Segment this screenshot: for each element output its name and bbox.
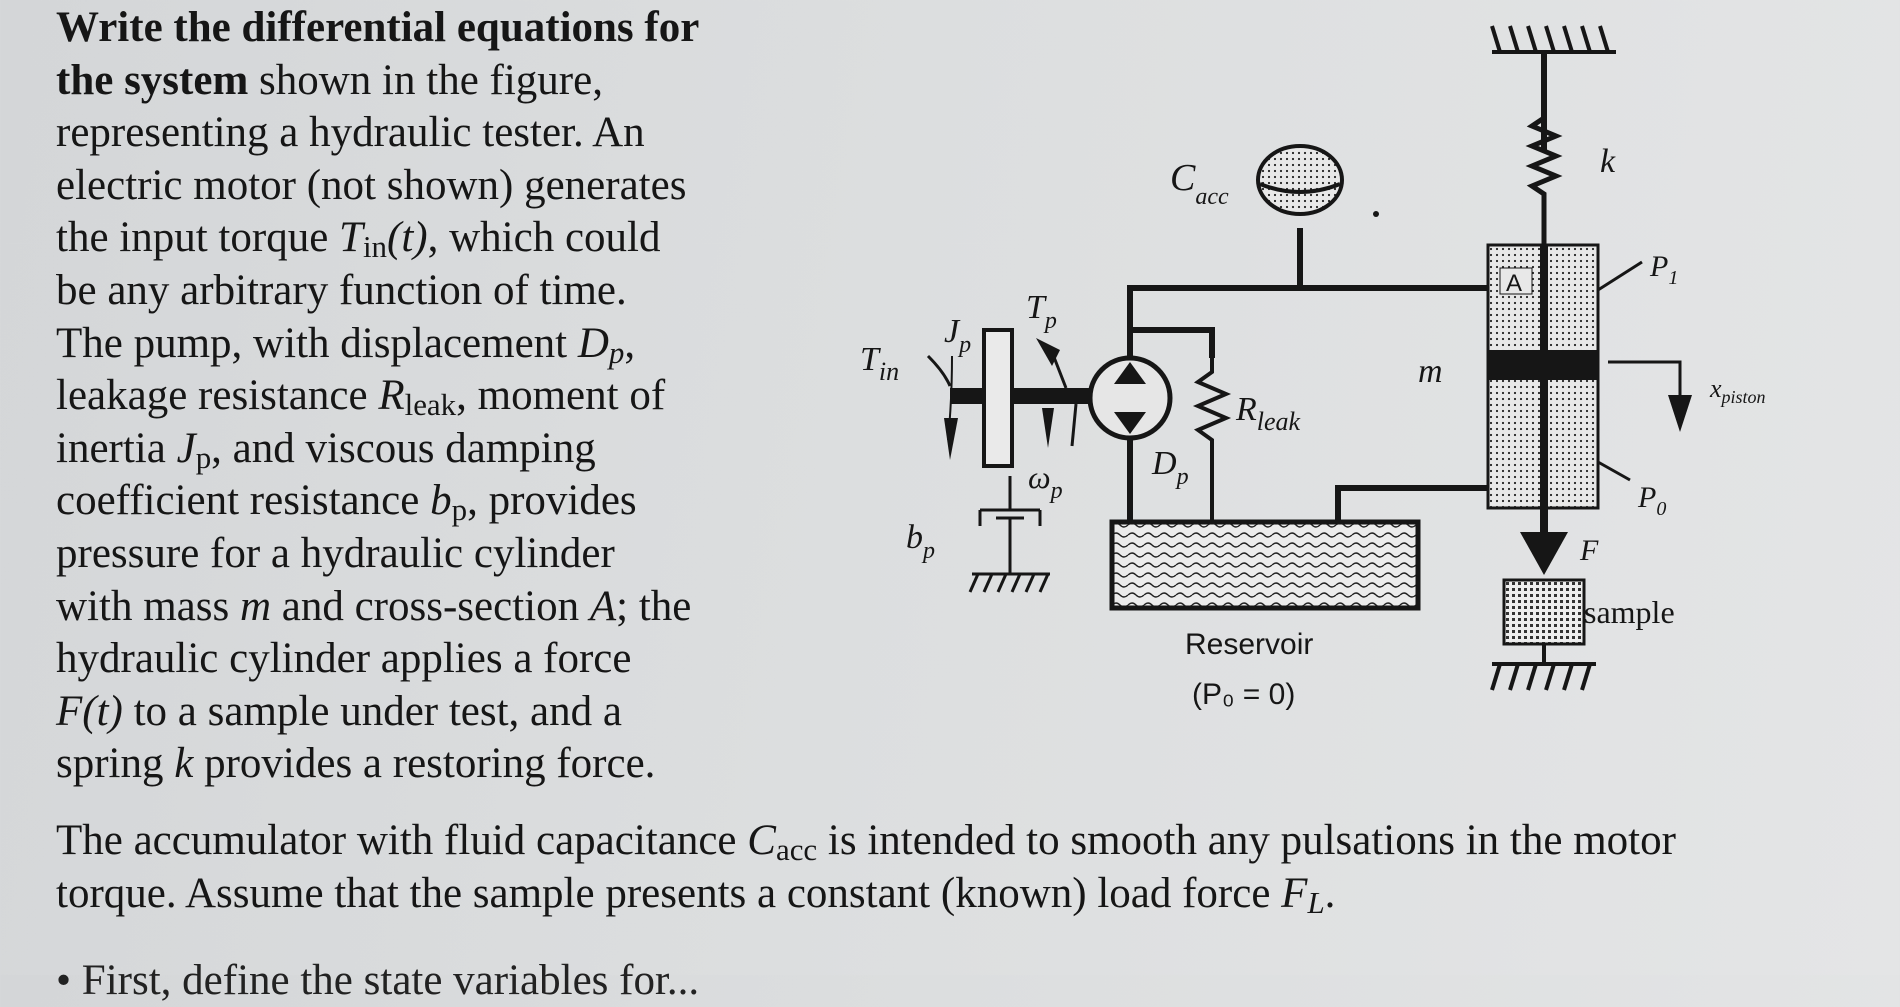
label-R-leak: $R_{leak}$ <box>1236 391 1301 436</box>
var-D: D <box>577 319 609 367</box>
sub-p: p <box>451 492 468 528</box>
sub-p: p <box>608 334 625 370</box>
leakage-resistor-icon <box>1198 358 1226 525</box>
label-C-acc: $C_{acc}$ <box>1170 157 1229 210</box>
line-8 <box>56 370 816 423</box>
bold-heading: Write the differential equations for <box>56 4 700 51</box>
hydraulic-cylinder <box>1488 245 1598 540</box>
text: spring <box>56 740 175 788</box>
line-10 <box>56 475 816 528</box>
line-12 <box>56 581 816 634</box>
x-piston-arrow-icon <box>1608 362 1692 432</box>
line-6: be any arbitrary function of time. <box>56 266 627 314</box>
text: the input torque <box>56 214 340 262</box>
var-A: A <box>589 582 617 630</box>
text: torque. Assume that the sample presents a constant (known) load force <box>56 869 1282 917</box>
line-1 <box>56 2 816 55</box>
var-Ft: F(t) <box>56 687 123 735</box>
sample-block <box>1504 580 1584 644</box>
var-R: R <box>378 372 405 420</box>
label-k: k <box>1600 143 1616 180</box>
label-omega-p: $\omega_p$ <box>1028 459 1063 504</box>
text: shown in the figure, <box>248 56 603 104</box>
line-11: pressure for a hydraulic cylinder <box>56 529 615 577</box>
force-arrow-icon <box>1520 532 1568 575</box>
text: inertia <box>56 424 177 472</box>
t-in-arrow-icon <box>944 418 958 460</box>
text: The pump, with displacement <box>56 319 578 367</box>
sub-acc: acc <box>775 832 818 868</box>
label-J-p: $J_p$ <box>944 313 972 358</box>
label-A: A <box>1506 270 1523 297</box>
sub-in: in <box>362 229 388 265</box>
var-k: k <box>174 740 194 788</box>
line-3: representing a hydraulic tester. An <box>56 109 645 157</box>
line-13: hydraulic cylinder applies a force <box>56 635 632 683</box>
sub-L: L <box>1307 884 1325 920</box>
var-C: C <box>747 817 776 864</box>
label-P0: $P_0$ <box>1638 481 1667 520</box>
label-F: F <box>1580 534 1599 567</box>
text: , which could <box>427 214 661 262</box>
line-9 <box>56 423 816 476</box>
cut-off-bullet-line: • First, define the state variables for... <box>56 957 700 1004</box>
accumulator-icon <box>1258 146 1342 214</box>
label-x-piston: $x_{piston}$ <box>1710 374 1766 407</box>
text: The accumulator with fluid capacitance <box>56 817 748 864</box>
line-16 <box>56 815 1886 868</box>
text: coefficient resistance <box>56 477 431 525</box>
spring-k-icon <box>1532 112 1556 245</box>
label-D-p: $D_p$ <box>1152 445 1189 490</box>
bold-phrase: the system <box>56 56 249 104</box>
text: leakage resistance <box>56 372 379 420</box>
return-line <box>1338 488 1488 522</box>
sub-leak: leak <box>404 387 457 423</box>
line-17 <box>56 868 1886 921</box>
text: , moment of <box>456 372 666 420</box>
problem-statement-continued <box>56 815 1886 920</box>
label-reservoir-pressure: (P₀ = 0) <box>1192 678 1296 711</box>
text: , provides <box>467 477 637 525</box>
var-T: T <box>339 214 363 262</box>
var-J: J <box>176 424 196 472</box>
text: to a sample under test, and a <box>122 687 622 735</box>
pump-icon <box>1090 358 1170 525</box>
sample-ground-icon <box>1492 644 1596 690</box>
text: , <box>624 319 636 367</box>
label-reservoir: Reservoir <box>1185 628 1314 661</box>
label-sample: sample <box>1584 594 1675 630</box>
text: is intended to smooth any pulsations in the motor <box>817 817 1676 864</box>
label-T-p: $T_p$ <box>1026 289 1057 334</box>
ceiling-ground-icon <box>1492 26 1616 150</box>
reservoir-tank <box>1112 522 1418 608</box>
line-14 <box>56 686 816 739</box>
text: , and viscous damping <box>211 424 596 472</box>
line-5 <box>56 212 816 265</box>
label-m: m <box>1418 353 1443 390</box>
label-T-in: $T_{in}$ <box>860 341 900 386</box>
label-P1: $P_1$ <box>1650 250 1679 289</box>
text: and cross-section <box>271 582 590 630</box>
problem-statement <box>56 2 816 791</box>
text: ; the <box>616 582 692 630</box>
sub-p: p <box>195 439 212 475</box>
text: . <box>1324 869 1336 917</box>
text: provides a restoring force. <box>193 740 656 788</box>
var-m: m <box>239 582 272 630</box>
var-t: (t) <box>387 214 428 262</box>
line-15 <box>56 738 816 791</box>
var-F: F <box>1281 869 1308 917</box>
line-4: electric motor (not shown) generates <box>56 161 687 209</box>
line-2 <box>56 55 816 108</box>
pressure-line <box>1130 228 1488 358</box>
text: with mass <box>56 582 240 630</box>
hydraulic-tester-diagram <box>840 0 1900 780</box>
var-b: b <box>430 477 452 525</box>
line-7 <box>56 318 816 371</box>
label-b-p: $b_p$ <box>906 519 935 564</box>
